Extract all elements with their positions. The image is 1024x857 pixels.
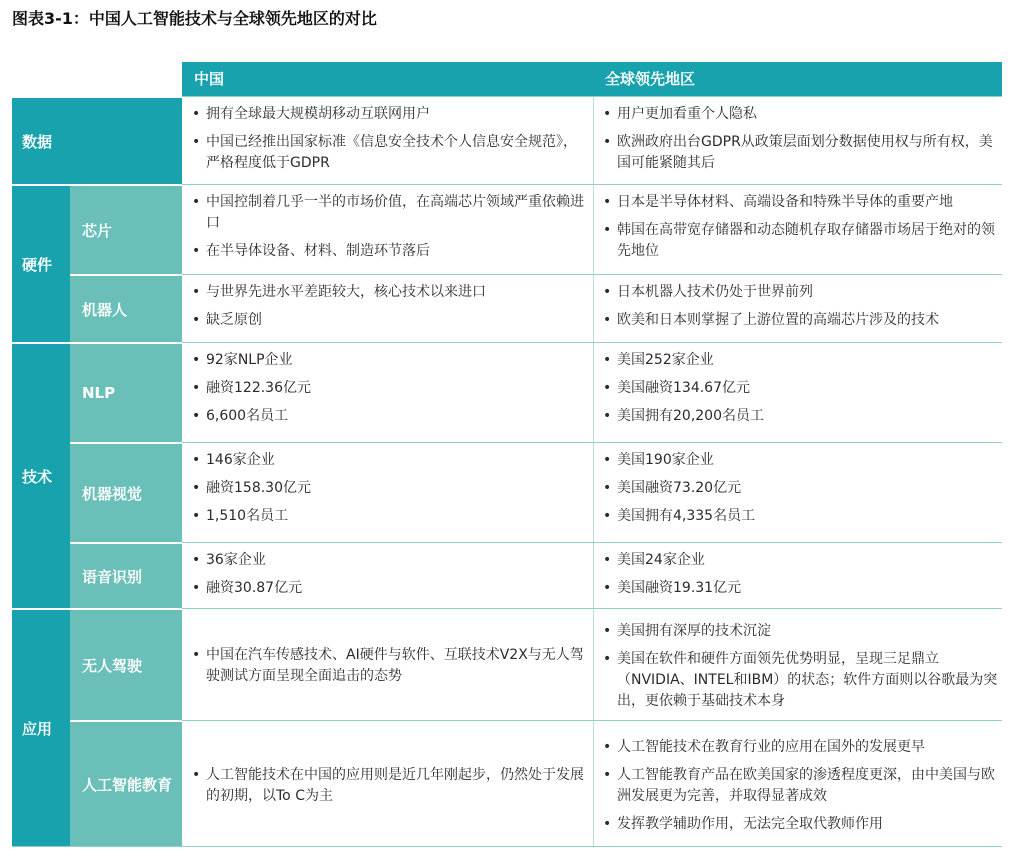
subcategory-speech-label: 语音识别 <box>82 567 143 586</box>
bullet-item: • 融资30.87亿元 <box>192 578 589 599</box>
subcategory-speech <box>70 542 182 608</box>
cell-global-row-3 <box>593 342 1002 442</box>
bullet-item: • 美国拥有20,200名员工 <box>603 406 998 427</box>
bullet-item: • 韩国在高带宽存储器和动态随机存取存储器市场居于绝对的领先地位 <box>603 220 998 262</box>
category-data <box>12 96 182 184</box>
category-tech <box>12 342 70 608</box>
bullet-item: • 拥有全球最大规模胡移动互联网用户 <box>192 104 589 125</box>
category-tech-label: 技术 <box>22 467 53 486</box>
bullet-item: • 与世界先进水平差距较大，核心技术以来进口 <box>192 282 589 303</box>
cell-china-row-1 <box>182 184 593 274</box>
bullet-item: • 美国融资73.20亿元 <box>603 478 998 499</box>
bullet-item: • 美国在软件和硬件方面领先优势明显，呈现三足鼎立（NVIDIA、INTEL和IBM）的状态；软件方面则以谷歌最为突出，更依赖于基础技术本身 <box>603 649 998 712</box>
subcategory-vision-label: 机器视觉 <box>82 484 143 503</box>
bullet-item: • 融资158.30亿元 <box>192 478 589 499</box>
subcategory-robot-label: 机器人 <box>82 300 128 319</box>
cell-china-row-4 <box>182 442 593 542</box>
subcategory-autonomous-label: 无人驾驶 <box>82 656 143 675</box>
bullet-item: • 美国融资19.31亿元 <box>603 578 998 599</box>
cell-global-row-0 <box>593 96 1002 184</box>
cell-china-row-2 <box>182 274 593 342</box>
bullet-item: • 美国拥有4,335名员工 <box>603 506 998 527</box>
subcategory-ai-education <box>70 720 182 847</box>
category-hardware <box>12 184 70 342</box>
bullet-item: • 92家NLP企业 <box>192 350 589 371</box>
bullet-item: • 中国已经推出国家标准《信息安全技术个人信息安全规范》，严格程度低于GDPR <box>192 132 589 174</box>
bullet-item: • 中国控制着几乎一半的市场价值，在高端芯片领域严重依赖进口 <box>192 192 589 234</box>
subcategory-vision <box>70 442 182 542</box>
category-apps <box>12 608 70 847</box>
cell-china-row-0 <box>182 96 593 184</box>
bullet-item: • 缺乏原创 <box>192 310 589 331</box>
bullet-item: • 美国190家企业 <box>603 450 998 471</box>
bullet-item: • 美国拥有深厚的技术沉淀 <box>603 621 998 642</box>
bullet-item: • 146家企业 <box>192 450 589 471</box>
cell-china-row-7 <box>182 720 593 847</box>
bullet-item: • 美国融资134.67亿元 <box>603 378 998 399</box>
subcategory-chip <box>70 184 182 274</box>
cell-global-row-5 <box>593 542 1002 608</box>
cell-global-row-6 <box>593 608 1002 720</box>
bullet-item: • 融资122.36亿元 <box>192 378 589 399</box>
cell-china-row-6 <box>182 608 593 720</box>
category-hardware-label: 硬件 <box>22 255 53 274</box>
cell-global-row-4 <box>593 442 1002 542</box>
subcategory-ai-education-label: 人工智能教育 <box>82 776 173 794</box>
header-global: 全球领先地区 <box>593 62 1002 96</box>
bullet-item: • 欧美和日本则掌握了上游位置的高端芯片涉及的技术 <box>603 310 998 331</box>
subcategory-autonomous <box>70 608 182 720</box>
bullet-item: • 6,600名员工 <box>192 406 589 427</box>
bullet-item: • 人工智能教育产品在欧美国家的渗透程度更深，由中美国与欧洲发展更为完善，并取得显著成效 <box>603 765 998 807</box>
cell-global-row-2 <box>593 274 1002 342</box>
bullet-item: • 发挥教学辅助作用，无法完全取代教师作用 <box>603 814 998 835</box>
bullet-item: • 日本机器人技术仍处于世界前列 <box>603 282 998 303</box>
subcategory-nlp <box>70 342 182 442</box>
bullet-item: • 美国24家企业 <box>603 550 998 571</box>
bullet-item: • 在半导体设备、材料、制造环节落后 <box>192 241 589 262</box>
table-bottom-border <box>12 846 1002 847</box>
subcategory-nlp-label: NLP <box>82 384 116 402</box>
cell-china-row-5 <box>182 542 593 608</box>
cell-china-row-3 <box>182 342 593 442</box>
subcategory-robot <box>70 274 182 342</box>
comparison-table <box>12 62 1002 847</box>
cell-global-row-7 <box>593 720 1002 847</box>
cell-global-row-1 <box>593 184 1002 274</box>
bullet-item: • 1,510名员工 <box>192 506 589 527</box>
figure-title: 图表3-1：中国人工智能技术与全球领先地区的对比 <box>12 9 377 28</box>
subcategory-chip-label: 芯片 <box>82 221 113 240</box>
bullet-item: • 中国在汽车传感技术、AI硬件与软件、互联技术V2X与无人驾驶测试方面呈现全面追击的态势 <box>192 645 589 687</box>
bullet-item: • 日本是半导体材料、高端设备和特殊半导体的重要产地 <box>603 192 998 213</box>
bullet-item: • 36家企业 <box>192 550 589 571</box>
bullet-item: • 美国252家企业 <box>603 350 998 371</box>
header-china: 中国 <box>182 62 593 96</box>
bullet-item: • 欧洲政府出台GDPR从政策层面划分数据使用权与所有权，美国可能紧随其后 <box>603 132 998 174</box>
category-apps-label: 应用 <box>22 720 53 738</box>
bullet-item: • 人工智能技术在中国的应用则是近几年刚起步，仍然处于发展的初期，以To C为主 <box>192 765 589 807</box>
bullet-item: • 人工智能技术在教育行业的应用在国外的发展更早 <box>603 737 998 758</box>
category-data-label: 数据 <box>22 132 53 151</box>
bullet-item: • 用户更加看重个人隐私 <box>603 104 998 125</box>
